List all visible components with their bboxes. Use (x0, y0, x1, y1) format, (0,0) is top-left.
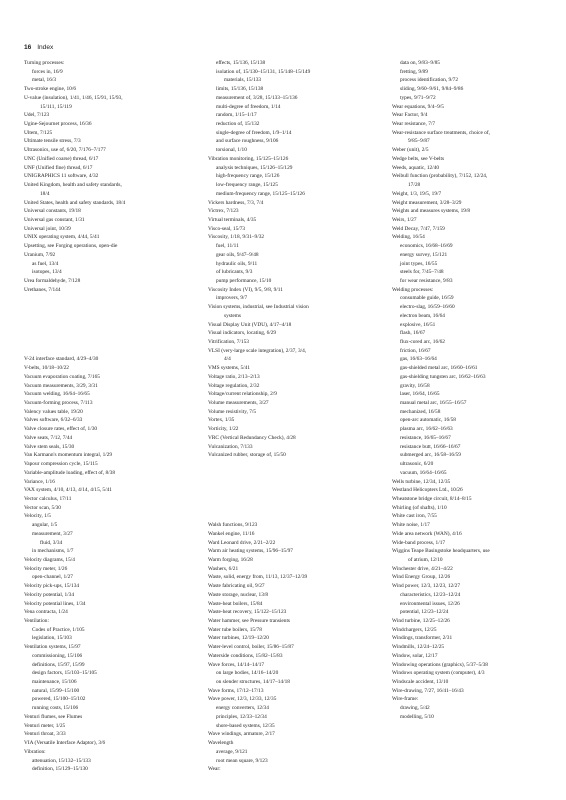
index-gap (24, 303, 194, 312)
index-entry: Weight, 1/3, 19/5, 19/7 (392, 190, 442, 197)
index-subentry: for wear resistance, 9/83 (400, 277, 453, 284)
index-entry: Wear equations, 9/4–9/5 (392, 103, 444, 110)
index-subentry: limits, 15/136, 15/138 (216, 86, 264, 93)
index-entry: Windings, transformer, 2/31 (392, 635, 453, 642)
index-subentry: 17/28 (408, 182, 421, 189)
index-subentry: on slender structures, 14/17–14/18 (216, 679, 290, 686)
index-gap (24, 321, 194, 330)
index-entry: Vision systems, industrial, see Industrial vision (208, 304, 309, 311)
index-entry: U-value (insulation), 1/41, 1/46, 15/91, 15/93, (24, 94, 123, 101)
index-entry: Two-stroke engine, 10/6 (24, 86, 77, 93)
index-entry: Upsetting, see Forging operations, open-die (24, 243, 118, 250)
index-entry: Waste-heat boilers, 15/84 (208, 600, 263, 607)
index-subentry: average, 9/121 (216, 748, 248, 755)
index-entry: VRC (Vertical Redundancy Check), 4/28 (208, 434, 296, 441)
index-subentry: vacuum, 16/64–16/65 (400, 469, 447, 476)
index-subentry: pump performance, 15/10 (216, 277, 272, 284)
index-entry: Westland Helicopters Ltd., 10/26 (392, 487, 463, 494)
index-entry: Waterside conditions, 15/82–15/83 (208, 652, 283, 659)
index-entry: Wells turbine, 12/34, 12/35 (392, 478, 451, 485)
index-subentry: flash, 16/67 (400, 330, 426, 337)
index-entry: Wheatstone bridge circuit, 8/14–8/15 (392, 495, 472, 502)
index-entry: Weirs, 1/27 (392, 216, 417, 223)
index-entry: White cast iron, 7/55 (392, 513, 437, 520)
index-entry: Walsh functions, 9/123 (208, 522, 258, 529)
index-subentry: explosive, 16/51 (400, 321, 436, 328)
index-entry: Voltage regulation, 2/32 (208, 382, 260, 389)
index-subentry: design factors, 15/103–15/105 (32, 670, 97, 677)
index-entry: Van Karmann's momentum integral, 1/29 (24, 452, 113, 459)
index-subentry: flux-cored arc, 16/62 (400, 339, 445, 345)
index-subentry: 4/4 (224, 356, 231, 363)
index-subentry: laser, 16/64, 16/65 (400, 391, 440, 398)
index-subentry: sliding, 9/60–9/61, 9/84–9/86 (400, 86, 464, 93)
index-gap (24, 329, 194, 338)
index-subentry: resistance butt, 16/66–16/67 (400, 443, 461, 450)
index-entry: Winchester drive, 4/21–4/22 (392, 565, 453, 572)
index-entry: Weld Decay, 7/47, 7/159 (392, 225, 445, 232)
index-entry: Waste storage, nuclear, 13/8 (208, 591, 269, 598)
index-subentry: definition, 15/129–15/130 (32, 766, 88, 773)
index-entry: Velocity diagrams, 15/4 (24, 556, 75, 563)
index-subentry: Codes of Practice, 1/105 (32, 626, 85, 633)
index-entry: Window, solar, 12/17 (392, 652, 438, 659)
index-entry: Warm air heating systems, 15/96–15/97 (208, 548, 293, 555)
index-gap (208, 478, 378, 487)
index-subentry: process identification, 9/72 (400, 77, 459, 84)
index-entry: Wind power, 12/3, 12/23, 12/27 (392, 583, 460, 590)
index-entry: Windscale accident, 13/10 (392, 679, 449, 686)
index-entry: Turning processes: (24, 60, 65, 66)
index-entry: Weight measurement, 3/28–3/29 (392, 199, 462, 206)
index-subentry: fuel, 11/11 (216, 243, 239, 250)
index-entry: Vector calculus, 17/11 (24, 495, 72, 502)
index-subentry: root mean square, 9/123 (216, 757, 268, 764)
index-entry: Variable-amplitude loading, effect of, 8/38 (24, 469, 116, 476)
index-subentry: metal, 16/3 (32, 77, 57, 84)
index-subentry: characteristics, 12/23–12/24 (400, 591, 461, 598)
index-subentry: low-frequency range, 15/125 (216, 182, 278, 189)
index-subentry: drawing, 5/42 (400, 705, 430, 712)
index-subentry: torsional, 1/10 (216, 147, 247, 154)
index-entry: Wear: (208, 766, 221, 773)
index-entry: Viscosity, 1/18, 9/31–9/32 (208, 234, 265, 241)
index-entry: Windchargers, 12/25 (392, 626, 437, 633)
index-entry: Wear-resistance surface treatments, choice of, (392, 129, 490, 136)
index-entry: Venturi meter, 1/25 (24, 722, 66, 729)
index-entry: VLSI (very-large scale integration), 2/37, 3/4, (208, 347, 307, 354)
index-subentry: materials, 15/133 (224, 77, 262, 84)
index-subentry: ultrasonic, 6/20 (400, 461, 434, 468)
index-subentry: electro-slag, 16/59–16/60 (400, 304, 455, 311)
index-subentry: isolation of, 15/130–15/131, 15/148–15/149 (216, 68, 311, 75)
index-entry: UNC (Unified coarse) thread, 6/17 (24, 155, 99, 162)
index-entry: VIA (Versatile Interface Adaptor), 3/6 (24, 740, 106, 747)
index-subentry: energy survey, 15/121 (400, 251, 448, 258)
index-entry: Urea formaldehyde, 7/128 (24, 277, 81, 284)
index-entry: Water-level control, boiler, 15/86–15/87 (208, 644, 294, 651)
index-subentry: of atrium, 12/10 (408, 556, 443, 563)
index-column-1 (24, 59, 194, 774)
index-entry: Weber (unit), 2/5 (392, 147, 429, 154)
index-entry: Windmills, 12/24–12/25 (392, 644, 445, 651)
index-entry: Uranium, 7/92 (24, 251, 56, 258)
index-entry: Weights and measures systems, 19/8 (392, 208, 471, 215)
index-subentry: as fuel, 13/4 (32, 260, 59, 267)
index-subentry: on large bodies, 14/16–14/20 (216, 670, 279, 677)
index-entry: Water hammer, see Pressure transients (208, 618, 291, 624)
index-subentry: measurement of, 3/28, 15/133–15/136 (216, 94, 298, 101)
index-subentry: manual metal arc, 16/55–16/57 (400, 400, 467, 407)
index-subentry: plasma arc, 16/62–16/63 (400, 426, 453, 433)
index-subentry: gear oils, 9/47–9/48 (216, 251, 259, 258)
index-subentry: data on, 9/83–9/85 (400, 60, 440, 66)
index-entry: Wavelength (208, 740, 234, 747)
index-entry: Visual Display Unit (VDU), 4/17–4/18 (208, 321, 292, 328)
index-subentry: angular, 1/5 (32, 522, 58, 529)
index-subentry: hydraulic oils, 9/11 (216, 260, 258, 267)
index-entry: Ventilation: (24, 618, 49, 624)
index-subentry: legislation, 15/103 (32, 635, 72, 642)
index-gap (208, 512, 378, 521)
index-entry: Weeds, aquatic, 12/40 (392, 164, 440, 171)
index-gap (208, 495, 378, 504)
index-entry: Urethanes, 7/144 (24, 286, 61, 293)
index-entry: Universal constants, 19/18 (24, 208, 81, 215)
index-subentry: measurement, 3/27 (32, 530, 73, 537)
index-subentry: shore-based systems, 12/35 (216, 722, 275, 729)
index-entry: Vickers hardness, 7/3, 7/4 (208, 199, 264, 206)
index-entry: Valve stem seals, 15/30 (24, 443, 75, 450)
index-entry: Ugine-Sejournet process, 16/36 (24, 121, 92, 128)
index-entry: Velocity, 1/5 (24, 513, 51, 520)
index-entry: VMS systems, 5/41 (208, 365, 251, 372)
index-subentry: single-degree of freedom, 1/9–1/14 (216, 129, 292, 136)
index-entry: Vulcanized rubber, storage of, 15/50 (208, 452, 286, 459)
index-entry: Vacuum-forming process, 7/113 (24, 400, 93, 407)
index-entry: Wide-band process, 1/17 (392, 539, 446, 546)
index-entry: Vacuum evaporation coating, 7/165 (24, 373, 100, 380)
index-entry: VAX system, 4/10, 4/13, 4/14, 4/15, 5/41 (24, 487, 112, 494)
index-column-2 (208, 59, 378, 774)
index-subentry: isotopes, 13/4 (32, 269, 62, 276)
index-entry: United States, health and safety standards, 18/4 (24, 199, 126, 206)
index-entry: Universal gas constant, 1/31 (24, 216, 85, 223)
index-gap (24, 347, 194, 356)
index-gap (208, 460, 378, 469)
index-entry: UNF (Unified fine) thread, 6/17 (24, 164, 93, 171)
index-subentry: effects, 15/136, 15/138 (216, 60, 266, 66)
page-number: 16 (24, 44, 32, 51)
index-entry: Welding, 16/54 (392, 234, 425, 241)
index-subentry: open-arc automatic, 16/58 (400, 417, 456, 424)
index-entry: Vapour compression cycle, 15/115 (24, 461, 98, 468)
index-entry: Valency values table, 19/20 (24, 408, 83, 415)
index-subentry: steels for, 7/45–7/48 (400, 269, 444, 276)
index-subentry: gas, 16/63–16/64 (400, 356, 437, 363)
index-entry: Velocity potential, 1/34 (24, 591, 75, 598)
index-subentry: consumable guide, 16/59 (400, 295, 454, 302)
index-entry: Wire-frame: (392, 696, 419, 703)
index-subentry: mechanized, 16/58 (400, 408, 441, 415)
index-entry: Visco-seal, 15/73 (208, 225, 246, 232)
index-subentry: gravity, 16/58 (400, 382, 430, 389)
index-gap (24, 312, 194, 321)
index-entry: Venturi flumes, see Flumes (24, 713, 83, 720)
index-entry: Vacuum measurements, 3/29, 3/31 (24, 382, 98, 389)
index-gap (24, 338, 194, 347)
index-entry: Velocity pick-ups, 15/134 (24, 583, 80, 590)
index-column-3 (392, 59, 562, 722)
index-entry: Waste fabricating oil, 9/27 (208, 583, 265, 590)
index-subentry: energy converters, 12/34 (216, 705, 269, 712)
index-entry: Whirling (of shafts), 1/10 (392, 504, 447, 511)
index-entry: Vibration monitoring, 15/125–15/126 (208, 155, 289, 162)
index-entry: Volume measurements, 3/27 (208, 400, 269, 407)
index-entry: Weibull function (probability), 7/152, 12/24, (392, 173, 488, 180)
index-entry: Vena contracta, 1/24 (24, 609, 68, 616)
index-entry: Variance, 1/16 (24, 478, 55, 485)
index-entry: Vorticity, 1/22 (208, 426, 239, 433)
index-subentry: resistance, 16/65–16/67 (400, 434, 451, 441)
index-entry: Universal joint, 10/39 (24, 225, 71, 232)
index-entry: Valve closure rates, effect of, 1/30 (24, 426, 98, 433)
index-gap (208, 486, 378, 495)
index-subentry: 18/4 (40, 190, 50, 197)
index-subentry: high-frequency range, 15/126 (216, 173, 280, 180)
index-gap (24, 294, 194, 303)
index-entry: Wire-drawing, 7/27, 16/41–16/43 (392, 687, 464, 694)
index-subentry: open-channel, 1/27 (32, 574, 73, 581)
index-entry: Wear resistance, 7/7 (392, 121, 436, 128)
index-subentry: potential, 12/23–12/24 (400, 609, 449, 616)
index-entry: Vibration: (24, 748, 46, 755)
index-entry: Venturi throat, 3/33 (24, 731, 66, 738)
index-subentry: natural, 15/99–15/100 (32, 687, 80, 694)
index-entry: Wind turbine, 12/25–12/26 (392, 618, 450, 624)
index-subentry: 9/85–9/87 (408, 138, 430, 145)
index-entry: Volume resistivity, 7/5 (208, 408, 257, 415)
index-entry: Ultrasonics, use of, 6/20, 7/176–7/177 (24, 147, 106, 154)
index-entry: Vector scan, 5/30 (24, 504, 61, 511)
index-subentry: fretting, 9/89 (400, 68, 428, 75)
index-entry: Victrex, 7/123 (208, 208, 239, 215)
index-entry: Wind Energy Group, 12/26 (392, 574, 451, 581)
index-entry: Wear Factor, 9/4 (392, 112, 428, 119)
index-subentry: random, 1/15–1/17 (216, 112, 257, 119)
index-entry: Valves software, 6/32–6/33 (24, 417, 83, 424)
index-subentry: fluid, 3/34 (40, 539, 63, 546)
index-entry: UNIGRAPHICS 11 software, 4/32 (24, 173, 99, 180)
index-entry: Virtual terminals, 4/35 (208, 216, 257, 223)
index-entry: Windowing operations (graphics), 5/37–5/38 (392, 661, 488, 668)
index-subentry: analysis techniques, 15/126–15/129 (216, 164, 293, 171)
section-title: Index (37, 44, 54, 51)
index-subentry: running costs, 15/106 (32, 705, 79, 712)
index-entry: Water tube boilers, 15/78 (208, 626, 262, 633)
index-entry: Ultem, 7/125 (24, 129, 53, 136)
index-subentry: forces in, 16/9 (32, 68, 63, 75)
index-subentry: in mechanisms, 1/7 (32, 548, 74, 555)
index-subentry: types, 9/71–9/72 (400, 94, 436, 101)
index-entry: Washers, 6/21 (208, 565, 239, 572)
index-subentry: gas-shielding tungsten arc, 16/62–16/63 (400, 373, 486, 380)
index-subentry: submerged arc, 16/58–16/59 (400, 452, 461, 459)
index-subentry: economics, 16/68–16/69 (400, 243, 453, 250)
index-subentry: reduction of, 15/132 (216, 121, 260, 128)
index-entry: Vacuum welding, 16/64–16/65 (24, 391, 90, 398)
index-entry: Valve seats, 7/12, 7/44 (24, 434, 73, 441)
index-entry: Voltage ratio, 2/13–2/13 (208, 373, 260, 380)
index-entry: Windows operating system (computer), 4/3 (392, 670, 485, 677)
index-entry: Vitrification, 7/153 (208, 339, 249, 345)
index-subentry: joint types, 16/55 (400, 260, 438, 267)
index-subentry: definitions, 15/97, 15/99 (32, 661, 85, 668)
index-subentry: gas-shielded metal arc, 16/60–16/61 (400, 365, 478, 372)
index-subentry: commissioning, 15/106 (32, 652, 83, 659)
index-entry: Ward Leonard drive, 2/21–2/22 (208, 539, 276, 546)
index-entry: Wankel engine, 11/16 (208, 530, 255, 537)
index-entry: Viscosity Index (VI), 9/5, 9/8, 9/11 (208, 286, 283, 293)
index-subentry: modelling, 5/10 (400, 713, 434, 720)
index-subentry: 15/111, 15/119 (40, 103, 72, 110)
index-subentry: of lubricants, 9/3 (216, 269, 253, 276)
index-entry: Wave forces, 14/14–14/17 (208, 661, 265, 668)
index-entry: Wedge belts, see V-belts (392, 155, 445, 162)
index-gap (208, 469, 378, 478)
index-subentry: attenuation, 15/132–15/133 (32, 757, 91, 764)
index-subentry: electron beam, 16/64 (400, 312, 445, 319)
index-entry: Wiggins Teape Basingstoke headquarters, use (392, 548, 490, 555)
index-entry: Vulcanization, 7/133 (208, 443, 253, 450)
index-subentry: medium-frequency range, 15/125–15/126 (216, 190, 305, 197)
index-entry: V-belts, 10/18–10/22 (24, 365, 69, 372)
index-entry: Warm forging, 16/28 (208, 556, 253, 563)
index-entry: Udel, 7/123 (24, 112, 50, 119)
index-entry: United Kingdom, health and safety standards, (24, 182, 122, 189)
index-entry: Vortex, 1/35 (208, 417, 235, 424)
index-entry: UNIX operating system, 4/44, 5/41 (24, 234, 100, 241)
index-entry: Waste, solid, energy from, 11/13, 12/37–12/39 (208, 574, 308, 581)
index-entry: Wide area network (WAN), 4/16 (392, 530, 462, 537)
index-gap (208, 504, 378, 513)
index-entry: Ventilation systems, 15/97 (24, 644, 81, 651)
index-entry: Wave power, 12/3, 12/33, 12/35 (208, 696, 277, 703)
page-header (24, 44, 53, 51)
index-entry: Wave forms, 17/12–17/13 (208, 687, 264, 694)
index-subentry: systems (224, 312, 241, 319)
index-entry: Welding processes: (392, 286, 434, 293)
index-subentry: maintenance, 15/106 (32, 679, 77, 686)
index-entry: Velocity meter, 1/26 (24, 565, 68, 572)
index-subentry: and surface roughness, 9/106 (216, 138, 279, 145)
index-entry: Ultimate tensile stress, 7/3 (24, 138, 81, 145)
index-subentry: principles, 12/33–12/34 (216, 713, 267, 720)
index-entry: Voltage/current relationship, 2/9 (208, 391, 277, 398)
index-subentry: multi-degree of freedom, 1/14 (216, 103, 281, 110)
index-subentry: environmental issues, 12/26 (400, 600, 460, 607)
index-entry: Water turbines, 12/19–12/20 (208, 635, 269, 642)
index-subentry: improvers, 9/7 (216, 295, 248, 302)
index-subentry: powered, 15/100–15/102 (32, 696, 86, 703)
index-entry: V-24 interface standard, 4/29–4/30 (24, 356, 99, 363)
index-entry: Wave windings, armature, 2/17 (208, 731, 275, 738)
index-entry: White noise, 1/17 (392, 522, 430, 529)
index-entry: Velocity potential lines, 1/34 (24, 600, 86, 607)
index-subentry: friction, 16/67 (400, 347, 431, 354)
index-entry: Waste-heat recovery, 15/122–15/123 (208, 609, 287, 616)
index-entry: Visual indicators, locating, 6/29 (208, 330, 277, 337)
